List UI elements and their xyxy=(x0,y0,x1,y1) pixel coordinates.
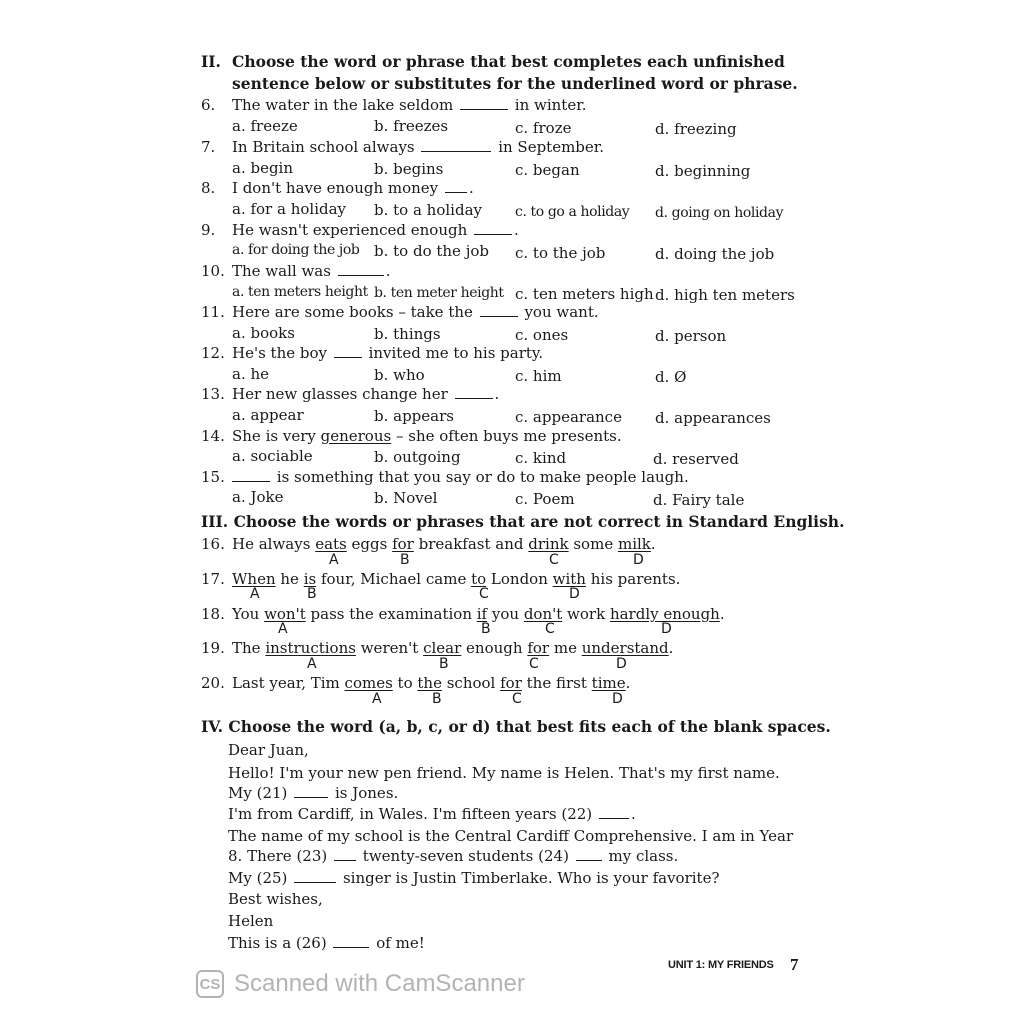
underlined-part-b: for xyxy=(392,535,414,553)
question-text: The wall was xyxy=(232,262,331,280)
underlined-part-d: understand xyxy=(581,639,669,657)
letter-a-label: A xyxy=(372,691,382,707)
option-c: c. Poem xyxy=(515,490,575,508)
question-text-end: in September. xyxy=(498,138,605,156)
section-number: III. xyxy=(201,512,229,531)
text: some xyxy=(568,535,618,553)
option-b: b. to do the job xyxy=(374,242,489,260)
answer-blank xyxy=(421,139,491,152)
answer-blank xyxy=(334,345,362,358)
text: . xyxy=(650,535,656,553)
question-number: 11. xyxy=(201,303,225,321)
option-a: a. sociable xyxy=(232,447,313,465)
section-number: IV. xyxy=(201,717,223,736)
letter-d-label: D xyxy=(633,552,644,568)
question-number: 10. xyxy=(201,262,225,280)
text: enough xyxy=(461,639,528,657)
section-2-heading xyxy=(201,52,785,71)
text: 8. There (23) xyxy=(228,847,328,865)
question-text-end: is something that you say or do to make people laugh. xyxy=(276,468,689,486)
text: the first xyxy=(521,674,592,692)
letter-d-label: D xyxy=(569,586,580,602)
question-number: 20. xyxy=(201,674,225,692)
option-d: d. person xyxy=(655,327,727,345)
text: He always xyxy=(232,535,316,553)
text: to xyxy=(392,674,418,692)
camscanner-logo-icon: CS xyxy=(196,970,224,998)
option-a: a. for a holiday xyxy=(232,200,347,218)
option-b: b. outgoing xyxy=(374,448,461,466)
letter-line xyxy=(228,847,678,865)
option-c: c. began xyxy=(515,161,580,179)
text: his parents. xyxy=(585,570,681,588)
option-d: d. going on holiday xyxy=(655,205,784,221)
question-number: 9. xyxy=(201,221,216,239)
question-text-end: . xyxy=(385,262,391,280)
option-a: a. books xyxy=(232,324,295,342)
option-b: b. to a holiday xyxy=(374,201,482,219)
letter-b-label: B xyxy=(481,621,491,637)
text: twenty-seven students (24) xyxy=(362,847,569,865)
option-d: d. freezing xyxy=(655,120,737,138)
question-number: 13. xyxy=(201,385,225,403)
section-title: Choose the word (a, b, c, or d) that best fits each of the blank spaces. xyxy=(228,717,831,736)
option-c: c. kind xyxy=(515,449,567,467)
underlined-part-a: eats xyxy=(315,535,347,553)
question-number: 19. xyxy=(201,639,225,657)
letter-a-label: A xyxy=(250,586,260,602)
question-text: He wasn't experienced enough xyxy=(232,221,468,239)
option-c: c. to the job xyxy=(515,244,606,262)
text: Last year, Tim xyxy=(232,674,345,692)
answer-blank xyxy=(455,386,493,399)
answer-blank xyxy=(480,304,518,317)
text: My (21) xyxy=(228,784,288,802)
option-d: d. Ø xyxy=(655,368,687,386)
question-text: She is very xyxy=(232,427,316,445)
letter-c-label: C xyxy=(545,621,555,637)
question-text-end: . xyxy=(494,385,500,403)
option-c: c. froze xyxy=(515,119,572,137)
text: . xyxy=(719,605,725,623)
text: school xyxy=(441,674,501,692)
blank-24 xyxy=(576,848,602,861)
blank-26 xyxy=(333,935,369,948)
section-3-heading xyxy=(201,513,844,531)
option-a: a. freeze xyxy=(232,117,298,135)
text: . xyxy=(668,639,674,657)
question-number: 18. xyxy=(201,605,225,623)
underlined-part-c: for xyxy=(500,674,522,692)
letter-a-label: A xyxy=(278,621,288,637)
letter-line xyxy=(228,805,636,823)
option-d: d. doing the job xyxy=(655,245,775,263)
text: of me! xyxy=(376,934,425,952)
section-4-heading xyxy=(201,718,831,736)
page-number: 7 xyxy=(790,955,799,974)
question-text-end: invited me to his party. xyxy=(368,344,544,362)
section-title-line: Choose the word or phrase that best completes each unfinished xyxy=(232,52,785,71)
option-d: d. Fairy tale xyxy=(653,491,745,509)
question-number: 8. xyxy=(201,179,216,197)
text: weren't xyxy=(355,639,424,657)
blank-25 xyxy=(294,870,336,883)
question-text-end: . xyxy=(468,179,474,197)
question-number: 14. xyxy=(201,427,225,445)
option-b: b. who xyxy=(374,366,425,384)
answer-blank xyxy=(232,469,270,482)
text: . xyxy=(630,805,636,823)
option-b: b. begins xyxy=(374,160,444,178)
question-text-end: you want. xyxy=(524,303,599,321)
question-text: In Britain school always xyxy=(232,138,415,156)
underlined-part-c: drink xyxy=(528,535,569,553)
option-c: c. ones xyxy=(515,326,569,344)
text: This is a (26) xyxy=(228,934,327,952)
underlined-part-d: milk xyxy=(617,535,651,553)
underlined-part-a: won't xyxy=(264,605,306,623)
answer-blank xyxy=(460,97,508,110)
question-text: Here are some books – take the xyxy=(232,303,473,321)
watermark-text: Scanned with CamScanner xyxy=(234,970,525,997)
text: The xyxy=(232,639,266,657)
text: you xyxy=(487,605,524,623)
letter-d-label: D xyxy=(616,656,627,672)
option-c: c. appearance xyxy=(515,408,622,426)
text: singer is Justin Timberlake. Who is your favorite? xyxy=(342,869,720,887)
question-number: 16. xyxy=(201,535,225,553)
option-d: d. appearances xyxy=(655,409,771,427)
option-a: a. Joke xyxy=(232,488,284,506)
underlined-word: generous xyxy=(320,427,392,445)
question-text-end: – she often buys me presents. xyxy=(395,427,622,445)
letter-d-label: D xyxy=(612,691,623,707)
option-d: d. beginning xyxy=(655,162,751,180)
blank-23 xyxy=(334,848,356,861)
question-number: 12. xyxy=(201,344,225,362)
text: breakfast and xyxy=(413,535,529,553)
option-b: b. freezes xyxy=(374,117,449,135)
unit-label: UNIT 1: MY FRIENDS xyxy=(668,959,774,971)
option-a: a. ten meters height xyxy=(232,284,368,300)
letter-b-label: B xyxy=(307,586,317,602)
underlined-part-a: instructions xyxy=(265,639,356,657)
option-a: a. for doing the job xyxy=(232,242,360,258)
letter-line: Hello! I'm your new pen friend. My name is Helen. That's my first name. xyxy=(228,764,780,782)
underlined-part-b: if xyxy=(476,605,488,623)
option-b: b. things xyxy=(374,325,441,343)
letter-c-label: C xyxy=(529,656,539,672)
answer-blank xyxy=(338,263,384,276)
underlined-part-a: comes xyxy=(344,674,393,692)
text: work xyxy=(562,605,610,623)
question-number: 15. xyxy=(201,468,225,486)
letter-b-label: B xyxy=(400,552,410,568)
letter-line: The name of my school is the Central Cardiff Comprehensive. I am in Year xyxy=(228,827,794,845)
letter-c-label: C xyxy=(512,691,522,707)
text: You xyxy=(232,605,265,623)
letter-line xyxy=(228,934,425,952)
option-c: c. ten meters high xyxy=(515,285,654,303)
letter-b-label: B xyxy=(432,691,442,707)
option-a: a. appear xyxy=(232,406,304,424)
question-number: 7. xyxy=(201,138,216,156)
text: my class. xyxy=(608,847,679,865)
option-d: d. reserved xyxy=(653,450,739,468)
letter-b-label: B xyxy=(439,656,449,672)
question-text: I don't have enough money xyxy=(232,179,439,197)
answer-blank xyxy=(474,222,512,235)
text: London xyxy=(486,570,553,588)
question-text-end: in winter. xyxy=(514,96,587,114)
letter-a-label: A xyxy=(329,552,339,568)
letter-line xyxy=(228,784,398,802)
text: pass the examination xyxy=(305,605,477,623)
text: he xyxy=(275,570,304,588)
question-text: He's the boy xyxy=(232,344,327,362)
text: My (25) xyxy=(228,869,288,887)
option-b: b. Novel xyxy=(374,489,438,507)
blank-21 xyxy=(294,785,328,798)
section-number: II. xyxy=(201,52,221,71)
letter-d-label: D xyxy=(661,621,672,637)
underlined-part-c: don't xyxy=(523,605,563,623)
option-a: a. begin xyxy=(232,159,294,177)
question-text-end: . xyxy=(514,221,519,239)
text: I'm from Cardiff, in Wales. I'm fifteen years (22) xyxy=(228,805,593,823)
text: eggs xyxy=(346,535,393,553)
option-b: b. ten meter height xyxy=(374,285,504,301)
blank-22 xyxy=(599,806,629,819)
text: . xyxy=(625,674,631,692)
question-text: The water in the lake seldom xyxy=(232,96,454,114)
underlined-part-d: with xyxy=(552,570,586,588)
text: me xyxy=(549,639,582,657)
letter-a-label: A xyxy=(307,656,317,672)
underlined-part-c: for xyxy=(527,639,550,657)
question-text: Her new glasses change her xyxy=(232,385,448,403)
section-2-heading-line2: sentence below or substitutes for the underlined word or phrase. xyxy=(232,74,798,93)
text: four, Michael came xyxy=(316,570,472,588)
camscanner-watermark xyxy=(196,970,525,998)
underlined-part-a: When xyxy=(232,570,276,588)
underlined-part-d: time xyxy=(591,674,626,692)
option-d: d. high ten meters xyxy=(655,286,795,304)
underlined-part-c: to xyxy=(471,570,487,588)
text: is Jones. xyxy=(334,784,399,802)
letter-c-label: C xyxy=(479,586,489,602)
letter-closing: Best wishes, xyxy=(228,890,323,908)
letter-line xyxy=(228,869,720,887)
question-number: 17. xyxy=(201,570,225,588)
answer-blank xyxy=(445,180,467,193)
underlined-part-d: hardly enough xyxy=(609,605,720,623)
underlined-part-b: is xyxy=(303,570,317,588)
underlined-part-b: the xyxy=(417,674,442,692)
option-b: b. appears xyxy=(374,407,454,425)
letter-greeting: Dear Juan, xyxy=(228,741,309,759)
letter-c-label: C xyxy=(549,552,559,568)
underlined-part-b: clear xyxy=(423,639,462,657)
question-number: 6. xyxy=(201,96,216,114)
section-title: Choose the words or phrases that are not correct in Standard English. xyxy=(233,512,845,531)
option-a: a. he xyxy=(232,365,270,383)
letter-signature: Helen xyxy=(228,912,274,930)
option-c: c. to go a holiday xyxy=(515,204,630,220)
option-c: c. him xyxy=(515,367,562,385)
